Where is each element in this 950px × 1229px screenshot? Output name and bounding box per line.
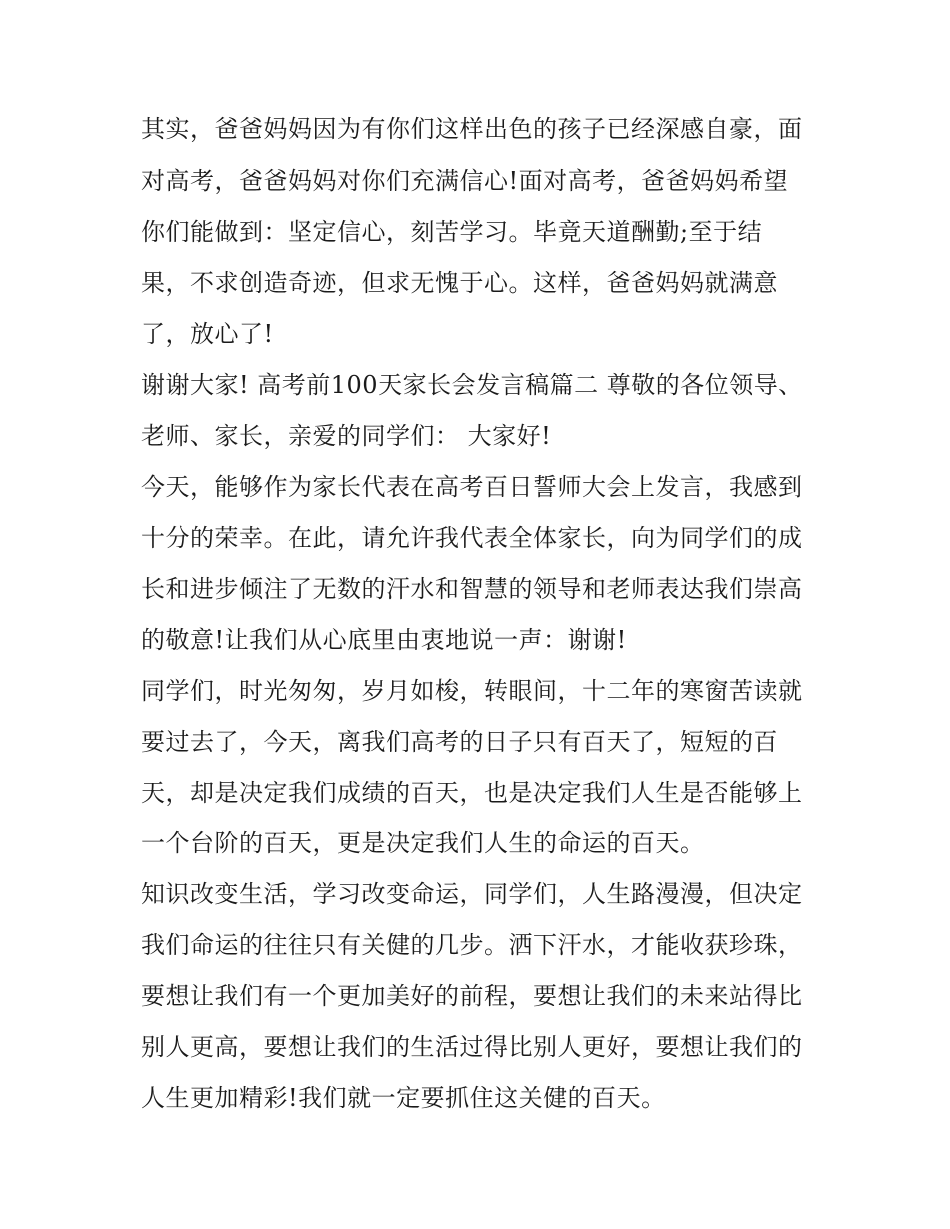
text-line: 今天，能够作为家长代表在高考百日誓师大会上发言，我感到 bbox=[141, 473, 803, 501]
text-line: 的敬意!让我们从心底里由衷地说一声：谢谢! bbox=[141, 626, 627, 654]
text-line: 天，却是决定我们成绩的百天，也是决定我们人生是否能够上 bbox=[141, 779, 803, 807]
text-line: 谢谢大家! 高考前100天家长会发言稿篇二 尊敬的各位领导、 bbox=[141, 371, 803, 399]
text-line: 人生更加精彩!我们就一定要抓住这关健的百天。 bbox=[141, 1084, 666, 1112]
text-line: 同学们，时光匆匆，岁月如梭，转眼间，十二年的寒窗苦读就 bbox=[141, 677, 803, 705]
text-line: 老师、家长，亲爱的同学们： 大家好! bbox=[141, 422, 552, 450]
text-line: 一个台阶的百天，更是决定我们人生的命运的百天。 bbox=[141, 829, 705, 857]
text-line: 对高考，爸爸妈妈对你们充满信心!面对高考，爸爸妈妈希望 bbox=[141, 167, 789, 195]
text-line: 长和进步倾注了无数的汗水和智慧的领导和老师表达我们崇高 bbox=[141, 575, 803, 603]
text-line: 我们命运的往往只有关健的几步。洒下汗水，才能收获珍珠， bbox=[141, 931, 803, 959]
text-line: 你们能做到：坚定信心，刻苦学习。毕竟天道酬勤;至于结 bbox=[141, 218, 763, 246]
text-line: 要想让我们有一个更加美好的前程，要想让我们的未来站得比 bbox=[141, 982, 803, 1010]
text-line: 其实，爸爸妈妈因为有你们这样出色的孩子已经深感自豪，面 bbox=[141, 115, 803, 143]
text-line: 十分的荣幸。在此，请允许我代表全体家长，向为同学们的成 bbox=[141, 524, 803, 552]
text-line: 果，不求创造奇迹，但求无愧于心。这样，爸爸妈妈就满意 bbox=[141, 269, 778, 297]
text-line: 知识改变生活，学习改变命运，同学们，人生路漫漫，但决定 bbox=[141, 880, 803, 908]
text-line: 别人更高，要想让我们的生活过得比别人更好，要想让我们的 bbox=[141, 1033, 803, 1061]
text-line: 了，放心了! bbox=[141, 320, 274, 348]
text-line: 要过去了，今天，离我们高考的日子只有百天了，短短的百 bbox=[141, 728, 778, 756]
